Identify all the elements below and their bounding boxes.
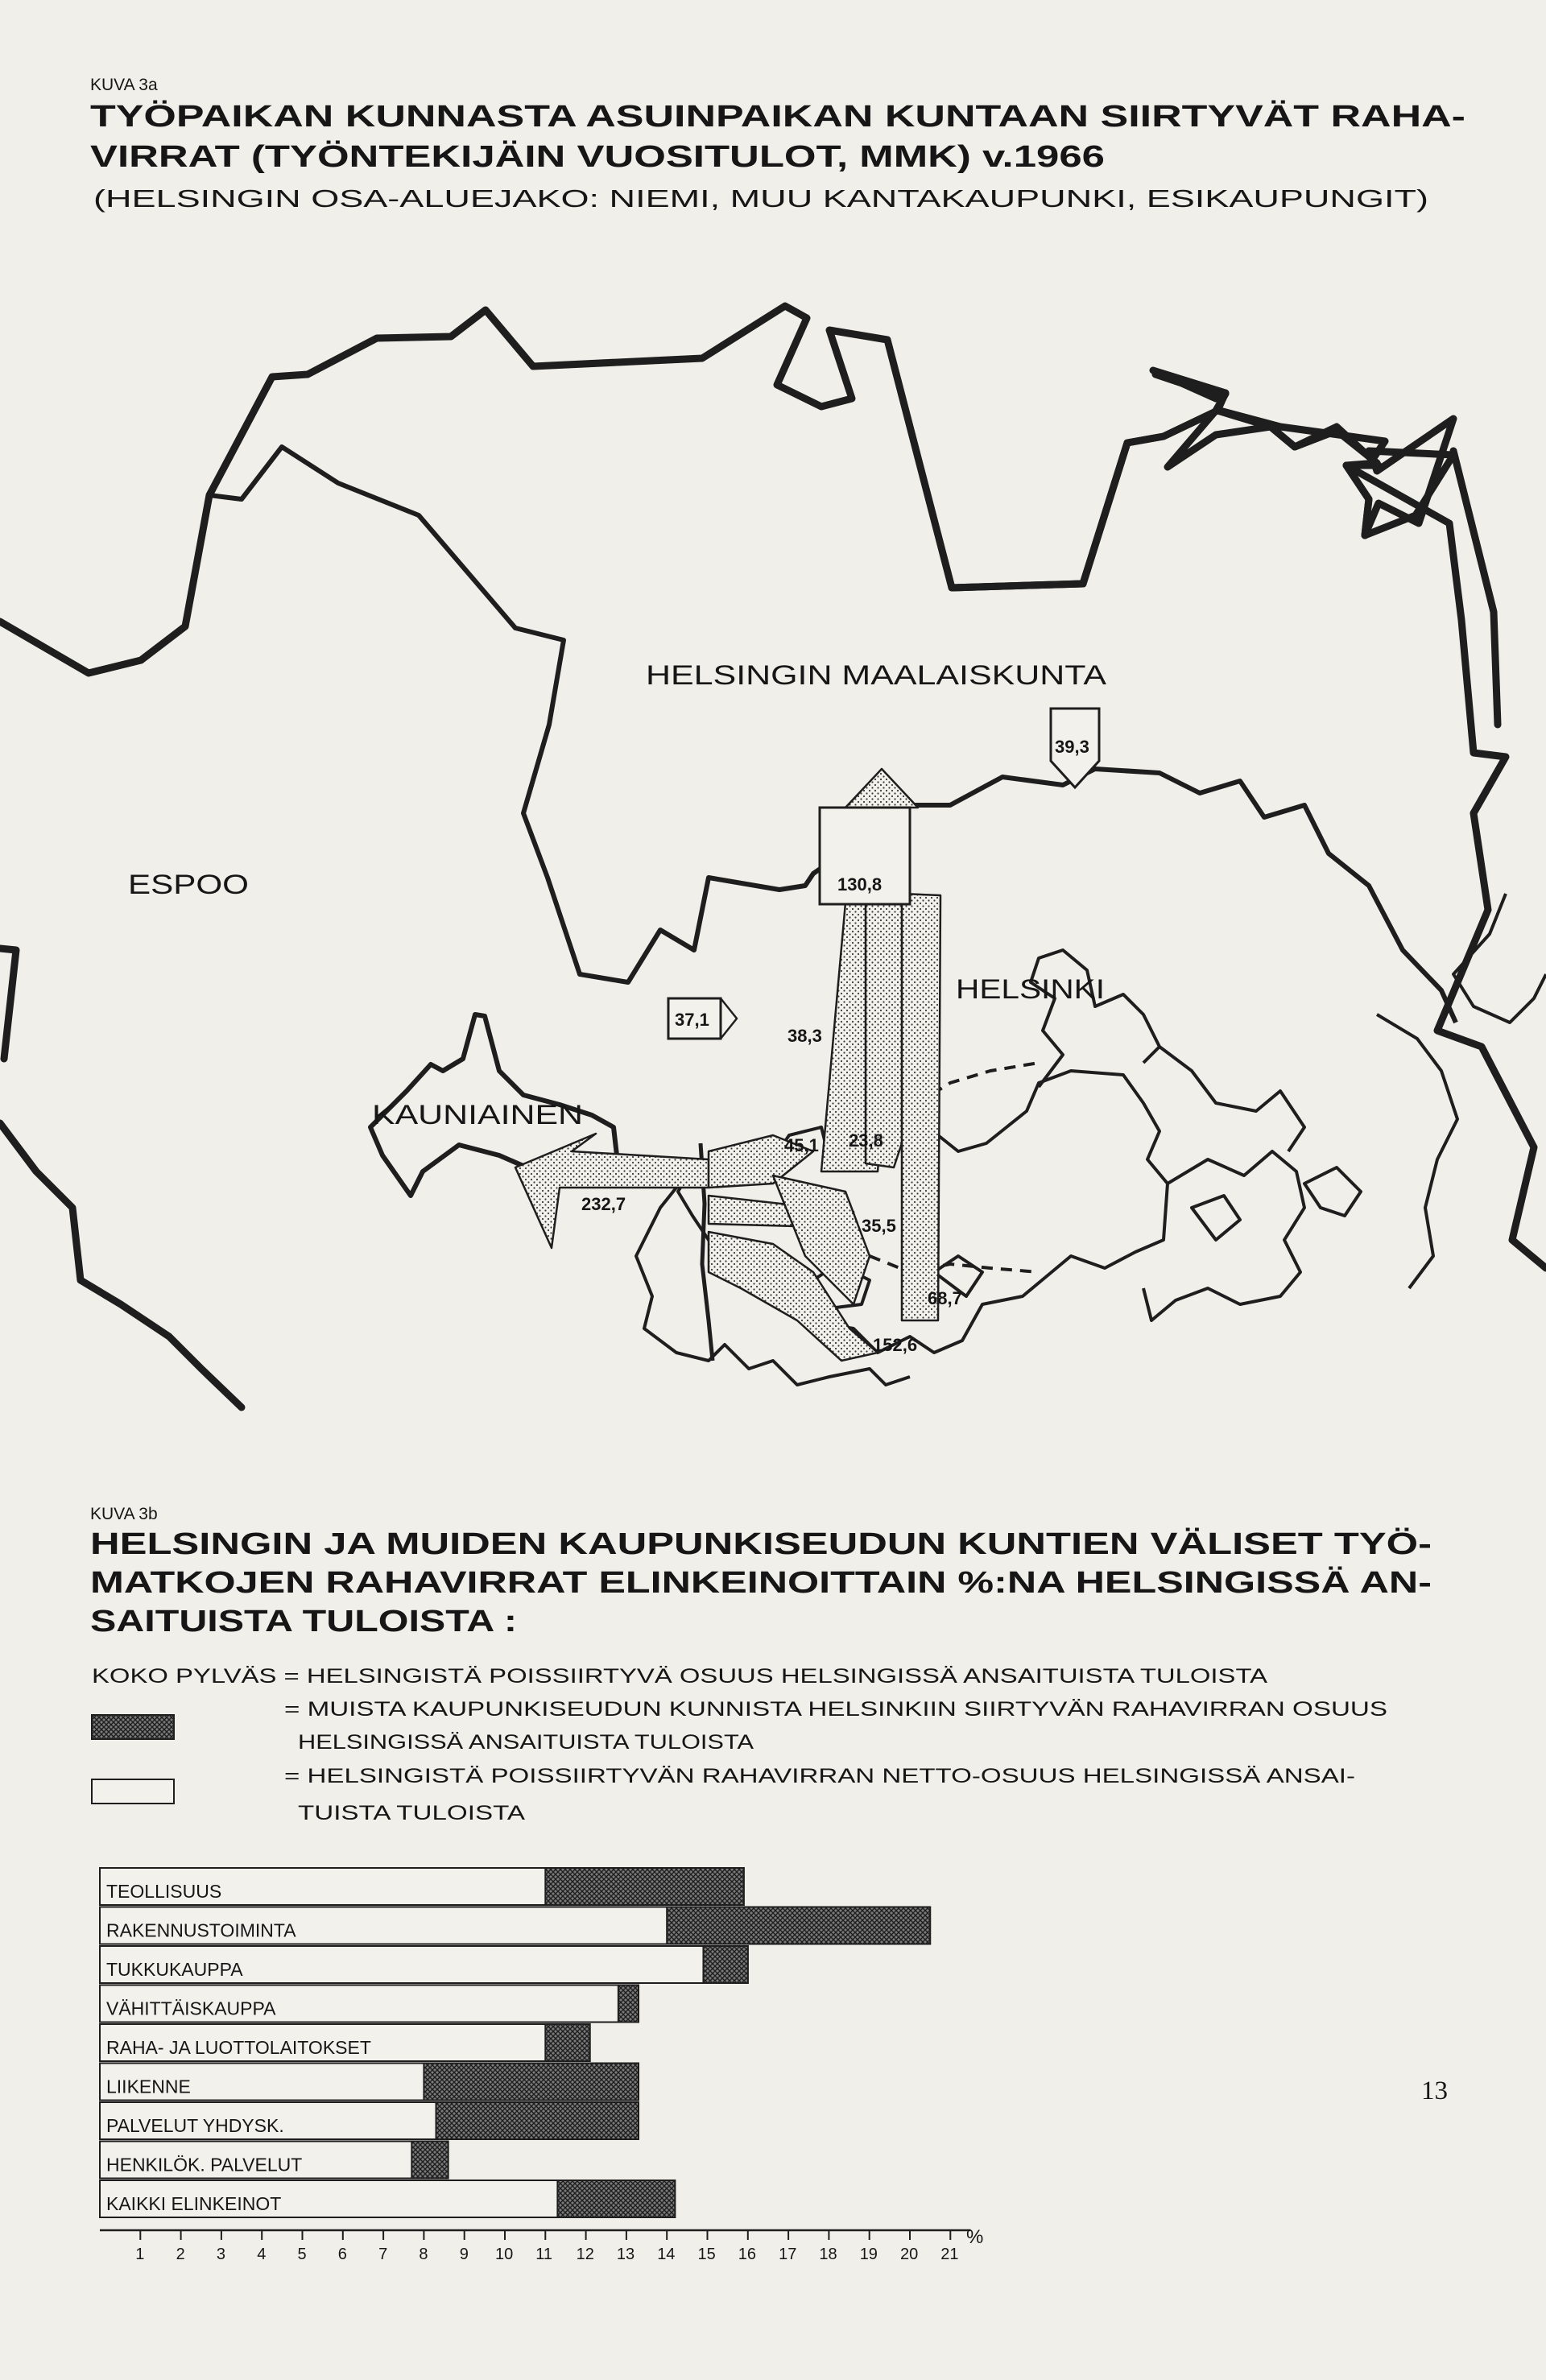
- border-north-west: [0, 306, 1453, 673]
- bar-hatched: [545, 2024, 589, 2061]
- chart-title-line3: SAITUISTA TULOISTA :: [90, 1605, 517, 1638]
- flow-band-east: [902, 894, 940, 1320]
- flow-value-39-3: 39,3: [1055, 737, 1089, 757]
- legend-swatch-hatched: [92, 1715, 174, 1739]
- category-label: KAIKKI ELINKEINOT: [106, 2193, 282, 2214]
- x-tick-label: 10: [495, 2246, 514, 2263]
- border-west-upper: [0, 948, 16, 1059]
- chart-legend: [92, 1665, 1387, 1824]
- x-tick-label: 18: [819, 2246, 837, 2263]
- page-number: 13: [1421, 2076, 1448, 2105]
- x-tick-label: 9: [459, 2246, 469, 2263]
- x-tick-label: 2: [176, 2246, 185, 2263]
- border-west-lower: [0, 1123, 242, 1407]
- flow-value-68-7: 68,7: [928, 1288, 962, 1308]
- coast-far-east: [1453, 894, 1546, 1023]
- flow-value-38-3: 38,3: [787, 1026, 822, 1046]
- bar-hatched: [618, 1985, 639, 2023]
- x-tick-label: 11: [535, 2246, 553, 2263]
- x-tick-label: 21: [940, 2246, 959, 2263]
- map-title-line2: VIRRAT (TYÖNTEKIJÄIN VUOSITULOT, MMK) v.1966: [90, 140, 848, 174]
- legend-line-open-a: = HELSINGISTÄ POISSIIRTYVÄN RAHAVIRRAN NETTO-OSUUS HELSINGISSÄ ANSAI-: [284, 1765, 1355, 1787]
- island-c: [1192, 1196, 1240, 1240]
- x-tick-label: 16: [738, 2246, 757, 2263]
- flow-arrow-maalaiskunta-out: [845, 769, 918, 808]
- category-label: LIIKENNE: [106, 2076, 191, 2097]
- island-d: [1304, 1167, 1361, 1216]
- region-label-helsingin-maalaiskunta: HELSINGIN MAALAISKUNTA: [646, 660, 1107, 691]
- x-tick-label: 12: [576, 2246, 594, 2263]
- x-tick-label: 5: [297, 2246, 307, 2263]
- region-label-kauniainen: KAUNIAINEN: [372, 1100, 583, 1130]
- flow-value-130-8: 130,8: [837, 874, 883, 895]
- border-lake: [952, 411, 1217, 588]
- x-tick-label: 7: [378, 2246, 388, 2263]
- coast-islands-2: [1160, 1047, 1304, 1151]
- legend-line-hatched-b: HELSINGISSÄ ANSAITUISTA TULOISTA: [298, 1731, 754, 1754]
- x-tick-label: 1: [135, 2246, 145, 2263]
- chart-title-line1: HELSINGIN JA MUIDEN KAUPUNKISEUDUN KUNTIEN VÄLISET TYÖ-: [90, 1527, 1096, 1561]
- x-tick-label: 19: [859, 2246, 878, 2263]
- flow-value-45-1: 45,1: [784, 1135, 819, 1155]
- legend-swatch-open: [92, 1779, 174, 1804]
- flow-value-23-8: 23,8: [849, 1130, 883, 1151]
- category-label: TUKKUKAUPPA: [106, 1959, 243, 1980]
- chart-figure-label: KUVA 3b: [90, 1505, 158, 1523]
- category-label: RAKENNUSTOIMINTA: [106, 1919, 296, 1941]
- map-figure-label: KUVA 3a: [90, 76, 158, 94]
- category-label: PALVELUT YHDYSK.: [106, 2115, 284, 2136]
- bar-hatched: [703, 1946, 747, 1983]
- bar-hatched: [436, 2102, 639, 2139]
- coast-east-edge: [1377, 1014, 1457, 1288]
- bar-hatched: [411, 2142, 448, 2179]
- map-subtitle: (HELSINGIN OSA-ALUEJAKO: NIEMI, MUU KANTAKAUPUNKI, ESIKAUPUNGIT): [93, 184, 1428, 213]
- bar-chart: [100, 1868, 970, 2263]
- x-tick-label: 15: [697, 2246, 716, 2263]
- x-axis-unit: %: [966, 2226, 984, 2248]
- border-east: [1346, 465, 1546, 1268]
- legend-line-hatched-a: = MUISTA KAUPUNKISEUDUN KUNNISTA HELSINKIIN SIIRTYVÄN RAHAVIRRAN OSUUS: [284, 1698, 1387, 1721]
- flow-value-37-1: 37,1: [675, 1010, 709, 1030]
- coast-east: [1143, 1151, 1304, 1320]
- x-tick-label: 14: [657, 2246, 676, 2263]
- border-espoo-north: [209, 447, 1456, 1023]
- x-tick-label: 4: [257, 2246, 267, 2263]
- map-title-line1: TYÖPAIKAN KUNNASTA ASUINPAIKAN KUNTAAN SIIRTYVÄT RAHA-: [90, 100, 1096, 134]
- bar-hatched: [557, 2180, 675, 2217]
- region-label-espoo: ESPOO: [128, 870, 249, 900]
- category-label: RAHA- JA LUOTTOLAITOKSET: [106, 2037, 371, 2058]
- category-label: VÄHITTÄISKAUPPA: [106, 1998, 276, 2019]
- flow-value-152-6: 152,6: [873, 1335, 918, 1355]
- flow-value-35-5: 35,5: [862, 1216, 896, 1236]
- bar-hatched: [424, 2064, 639, 2101]
- x-tick-label: 8: [419, 2246, 428, 2263]
- bar-hatched: [667, 1907, 930, 1944]
- x-tick-label: 3: [216, 2246, 226, 2263]
- bar-hatched: [545, 1868, 743, 1905]
- x-tick-label: 17: [779, 2246, 797, 2263]
- municipal-borders: [0, 306, 1546, 1407]
- category-label: HENKILÖK. PALVELUT: [106, 2154, 303, 2175]
- region-label-helsinki: HELSINKI: [956, 974, 1105, 1005]
- coast-islands-1: [1031, 950, 1160, 1087]
- legend-line-full: KOKO PYLVÄS = HELSINGISTÄ POISSIIRTYVÄ OSUUS HELSINGISSÄ ANSAITUISTA TULOISTA: [92, 1665, 1268, 1688]
- category-label: TEOLLISUUS: [106, 1881, 222, 1902]
- x-tick-label: 6: [337, 2246, 347, 2263]
- x-tick-label: 13: [616, 2246, 635, 2263]
- legend-line-open-b: TUISTA TULOISTA: [298, 1802, 526, 1824]
- chart-title-line2: MATKOJEN RAHAVIRRAT ELINKEINOITTAIN %:NA HELSINGISSÄ AN-: [90, 1566, 1104, 1600]
- flow-value-232-7: 232,7: [581, 1194, 626, 1214]
- x-tick-label: 20: [900, 2246, 919, 2263]
